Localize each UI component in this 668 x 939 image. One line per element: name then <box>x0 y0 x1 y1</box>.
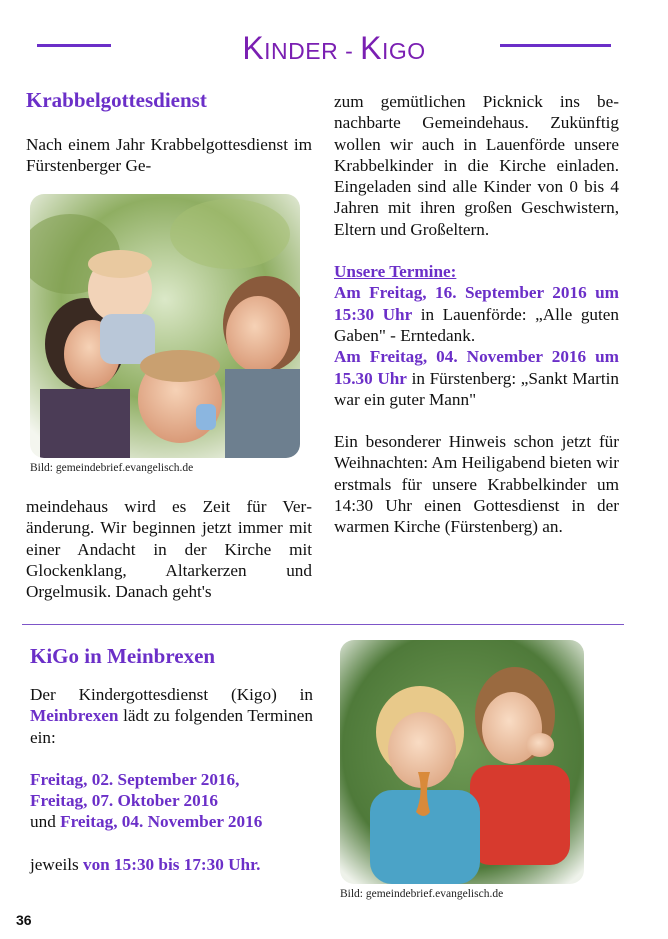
kigo-time: jeweils von 15:30 bis 17:30 Uhr. <box>30 854 261 874</box>
section-divider <box>22 624 624 625</box>
column2-text: zum gemütlichen Picknick ins benachbarte Gemeindehaus. Zukünftig wollen wir auch in Lauenförde unsere Krabbelkinder in die Kirche einladen. Eingeladen sind alle Kinder von 0 bis 4 Jahren mit ihren großen Geschwistern, Eltern und Großeltern. Unsere Termine: Am Freitag, 16. September 2016 um 15:30 Uhr in Lauenförde: „Alle guten Gaben" - Erntedank. Am Freitag, 04. November 2016 um 15.30 Uhr in Fürstenberg: „Sankt Martin war ein guter Mann" Ein besonderer Hinweis schon jetzt für Weihnachten: Am Heiligabend bieten wir erstmals für unsere Krabbelkinder um 14:30 Uhr einen Gottesdienst in der warmen Kirche (Fürstenberg) an. <box>334 92 619 537</box>
termine-heading: Unsere Termine: <box>334 262 457 282</box>
termin-2: Am Freitag, 04. November 2016 um 15.30 Uhr in Fürstenberg: „Sankt Martin war ein guter Mann" <box>334 347 619 409</box>
photo-caption: Bild: gemeindebrief.evangelisch.de <box>30 462 194 474</box>
continued-text: meindehaus wird es Zeit für Veränderung. Wir beginnen jetzt immer mit einer Andacht in der Kirche mit Glockenklang, Altarkerzen und Orgelmusik. Danach geht's <box>26 497 312 602</box>
kigo-date-2: Freitag, 07. Oktober 2016 <box>30 791 218 811</box>
page-title: KINDER - KIGO <box>242 30 426 66</box>
section-heading-krabbelgottesdienst: Krabbelgottesdienst <box>26 88 207 112</box>
photo-family-baby <box>30 194 300 458</box>
photo-children-eating <box>340 640 584 884</box>
kigo-intro: Der Kindergottesdienst (Kigo) in Meinbrexen lädt zu folgenden Terminen ein: <box>30 685 313 747</box>
children-photo-illustration <box>340 640 584 884</box>
kigo-date-3: und Freitag, 04. November 2016 <box>30 812 263 832</box>
section-heading-kigo: KiGo in Meinbrexen <box>30 644 216 668</box>
hinweis-text: Ein besonderer Hinweis schon jetzt für Weihnachten: Am Heiligabend bieten wir erstmals für unsere Krabbelkinder um 14:30 Uhr einen Gottesdienst in der warmen Kirche (Fürstenberg) an. <box>334 432 619 537</box>
intro-text: Nach einem Jahr Krabbelgottesdienst im Fürstenberger Ge- <box>26 135 312 176</box>
termin-1: Am Freitag, 16. September 2016 um 15:30 Uhr in Lauenförde: „Alle guten Gaben" - Erntedank. <box>334 283 619 345</box>
kigo-text <box>30 684 313 875</box>
photo-caption-2: Bild: gemeindebrief.evangelisch.de <box>340 888 504 900</box>
family-photo-illustration <box>30 194 300 458</box>
kigo-date-1: Freitag, 02. September 2016, <box>30 769 240 789</box>
page-number: 36 <box>16 912 32 928</box>
